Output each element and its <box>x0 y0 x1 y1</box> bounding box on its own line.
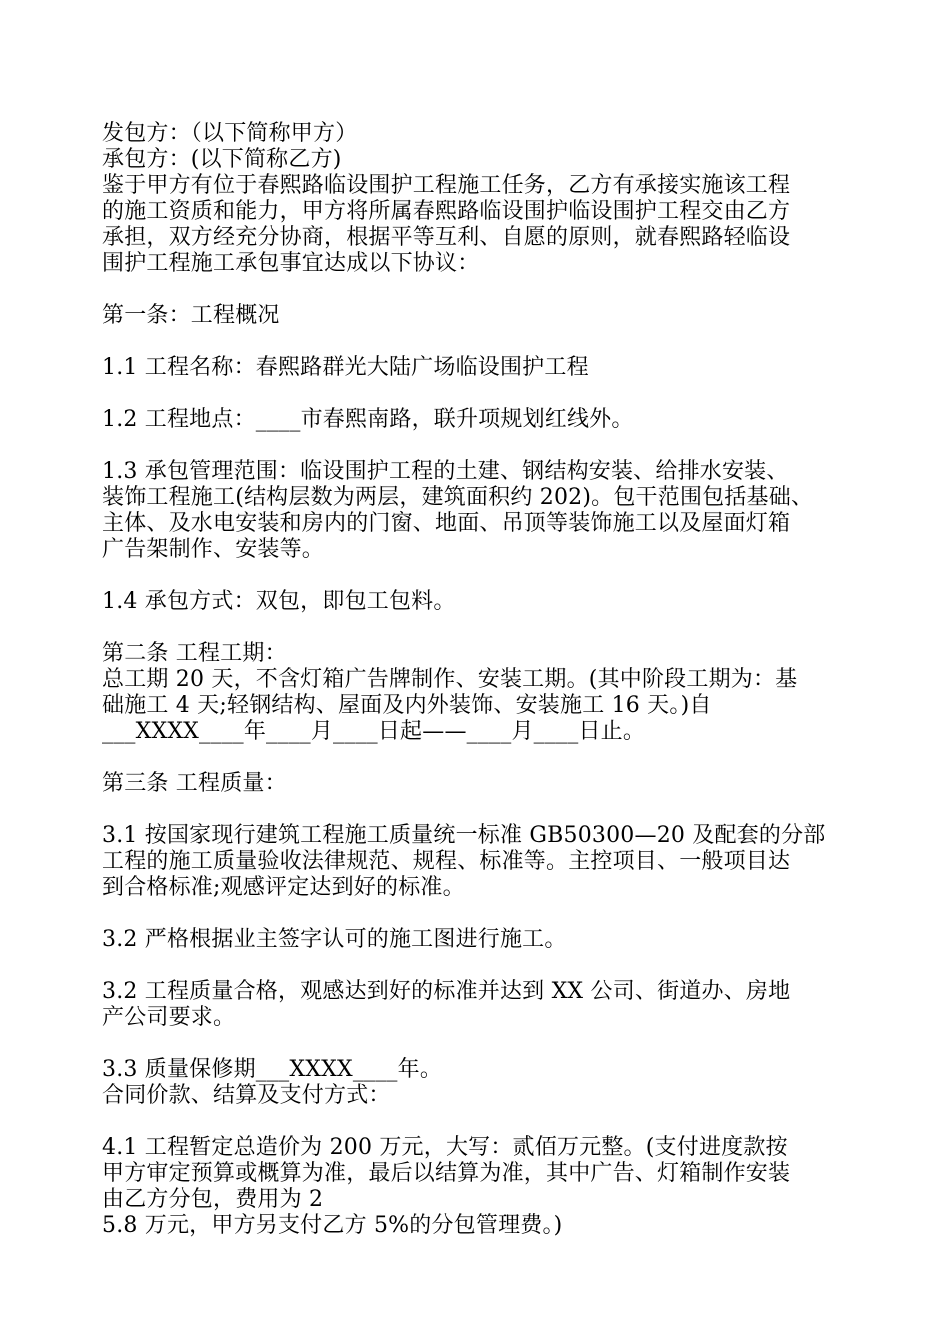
clause-3-3: 3.3 质量保修期___XXXX____年。 <box>102 1057 443 1082</box>
intro-line: 承担，双方经充分协商，根据平等互利、自愿的原则，就春熙路轻临设 <box>102 225 791 250</box>
article-2-body-line: ___XXXX____年____月____日起——____月____日止。 <box>102 719 646 744</box>
clause-4-1-line: 4.1 工程暂定总造价为 200 万元，大写：贰佰万元整。(支付进度款按 <box>102 1135 788 1160</box>
spacer <box>102 1031 862 1057</box>
clause-1-4: 1.4 承包方式：双包，即包工包料。 <box>102 589 456 614</box>
clause-1-1: 1.1 工程名称：春熙路群光大陆广场临设围护工程 <box>102 355 589 380</box>
article-2-body-line: 础施工 4 天;轻钢结构、屋面及内外装饰、安装施工 16 天。)自 <box>102 693 712 718</box>
intro-line: 围护工程施工承包事宜达成以下协议： <box>102 251 480 276</box>
clause-1-3-line: 广告架制作、安装等。 <box>102 537 325 562</box>
clause-1-3-line: 1.3 承包管理范围：临设围护工程的土建、钢结构安装、给排水安装、 <box>102 459 789 484</box>
spacer <box>102 901 862 927</box>
clause-3-2b-line: 产公司要求。 <box>102 1005 236 1030</box>
spacer <box>102 1109 862 1135</box>
spacer <box>102 433 862 459</box>
party-b-line: 承包方：(以下简称乙方) <box>102 147 342 172</box>
spacer <box>102 563 862 589</box>
spacer <box>102 797 862 823</box>
article-1-title: 第一条：工程概况 <box>102 303 280 328</box>
spacer <box>102 329 862 355</box>
article-3-title: 第三条 工程质量： <box>102 771 287 796</box>
article-2-body-line: 总工期 20 天，不含灯箱广告牌制作、安装工期。(其中阶段工期为：基 <box>102 667 798 692</box>
article-2-title: 第二条 工程工期： <box>102 641 287 666</box>
clause-1-3-line: 主体、及水电安装和房内的门窗、地面、吊顶等装饰施工以及屋面灯箱 <box>102 511 791 536</box>
clause-4-1-line: 甲方审定预算或概算为准，最后以结算为准，其中广告、灯箱制作安装 <box>102 1161 791 1186</box>
intro-line: 鉴于甲方有位于春熙路临设围护工程施工任务，乙方有承接实施该工程 <box>102 173 791 198</box>
spacer <box>102 953 862 979</box>
clause-3-1-line: 3.1 按国家现行建筑工程施工质量统一标准 GB50300—20 及配套的分部 <box>102 823 826 848</box>
article-4-title: 合同价款、结算及支付方式： <box>102 1083 391 1108</box>
clause-3-2a: 3.2 严格根据业主签字认可的施工图进行施工。 <box>102 927 567 952</box>
clause-1-3-line: 装饰工程施工(结构层数为两层，建筑面积约 202)。包干范围包括基础、 <box>102 485 814 510</box>
clause-1-2: 1.2 工程地点：____市春熙南路，联升项规划红线外。 <box>102 407 634 432</box>
spacer <box>102 277 862 303</box>
clause-4-1-line: 由乙方分包，费用为 2 <box>102 1187 324 1212</box>
spacer <box>102 745 862 771</box>
spacer <box>102 615 862 641</box>
party-a-line: 发包方：（以下简称甲方） <box>102 121 358 146</box>
clause-3-2b-line: 3.2 工程质量合格，观感达到好的标准并达到 XX 公司、街道办、房地 <box>102 979 791 1004</box>
clause-4-1-line: 5.8 万元，甲方另支付乙方 5%的分包管理费。) <box>102 1213 563 1238</box>
contract-body <box>102 121 862 1239</box>
spacer <box>102 381 862 407</box>
clause-3-1-line: 工程的施工质量验收法律规范、规程、标准等。主控项目、一般项目达 <box>102 849 791 874</box>
clause-3-1-line: 到合格标准;观感评定达到好的标准。 <box>102 875 465 900</box>
intro-line: 的施工资质和能力，甲方将所属春熙路临设围护临设围护工程交由乙方 <box>102 199 791 224</box>
